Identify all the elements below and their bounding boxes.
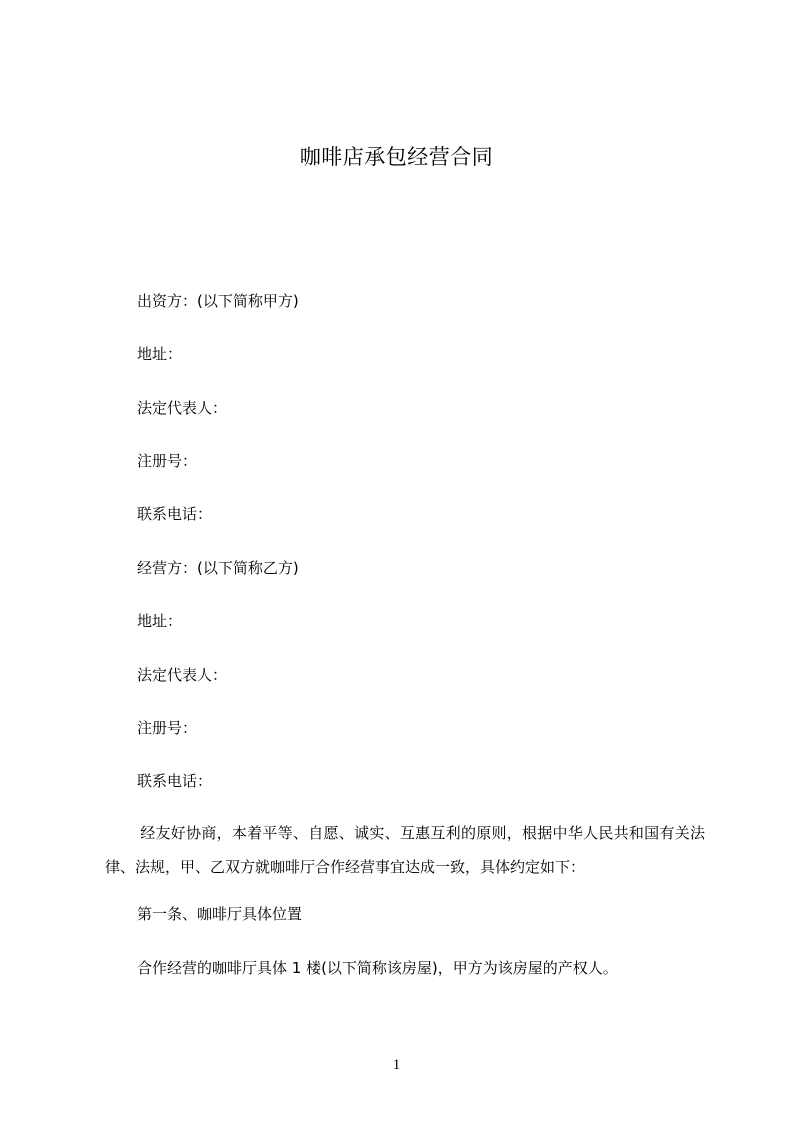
party-b-heading: 经营方：(以下简称乙方) [137, 559, 299, 577]
party-a-phone-label: 联系电话： [137, 505, 213, 523]
article-1-text: 合作经营的咖啡厅具体 1 楼(以下简称该房屋)，甲方为该房屋的产权人。 [137, 959, 618, 977]
preamble-paragraph [105, 816, 705, 884]
party-b-registration-label: 注册号： [137, 719, 198, 737]
party-a-heading: 出资方：(以下简称甲方) [137, 292, 299, 310]
party-a-representative-label: 法定代表人： [137, 399, 228, 417]
party-a-address-label: 地址： [137, 345, 183, 363]
page-number: 1 [392, 1057, 401, 1073]
document-title: 咖啡店承包经营合同 [299, 145, 494, 169]
party-b-phone-label: 联系电话： [137, 772, 213, 790]
party-b-address-label: 地址： [137, 612, 183, 630]
preamble-text: 经友好协商，本着平等、自愿、诚实、互惠互利的原则，根据中华人民共和国有关法律、法规，甲、乙双方就咖啡厅合作经营事宜达成一致，具体约定如下： [105, 824, 705, 876]
party-a-registration-label: 注册号： [137, 452, 198, 470]
article-1-heading: 第一条、咖啡厅具体位置 [137, 905, 303, 923]
party-b-representative-label: 法定代表人： [137, 666, 228, 684]
